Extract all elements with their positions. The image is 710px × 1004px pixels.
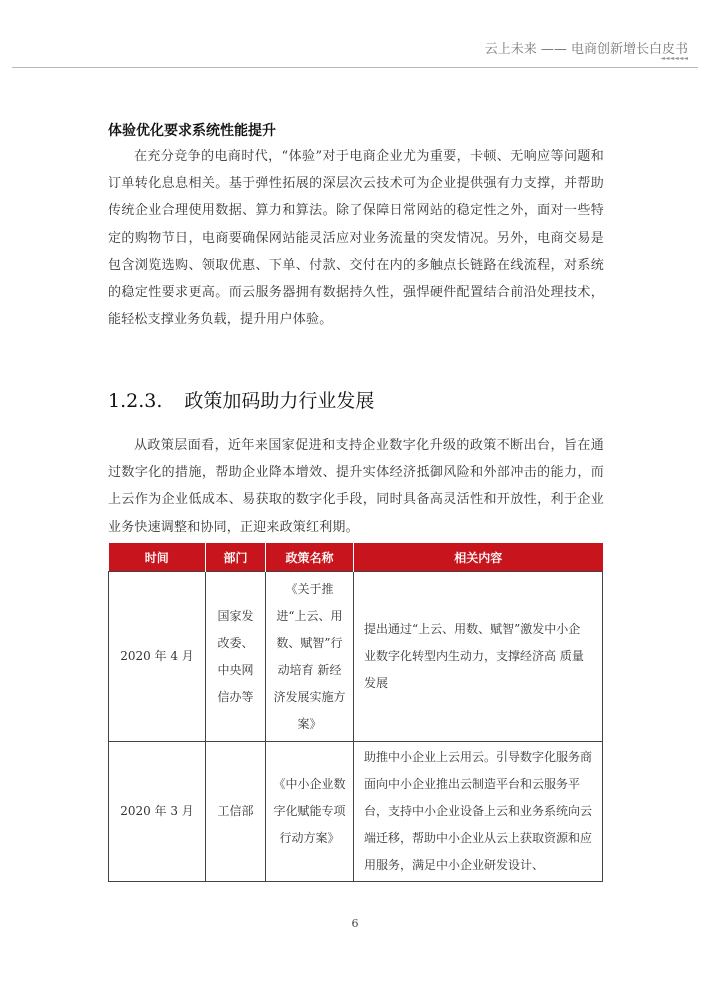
- row-content: 助推中小企业上云用云。引导数字化服务商面向中小企业推出云制造平台和云服务平台，支持中小企业设备上云和业务系统向云端迁移，帮助中小企业从云上获取资源和应用服务，满足中小企业研发设计、: [354, 742, 603, 882]
- header-policy: 政策名称: [266, 543, 354, 572]
- table-row: [109, 572, 603, 742]
- table-row: [109, 742, 603, 882]
- policy-table: [108, 543, 603, 882]
- section-heading: [108, 386, 374, 413]
- header-time: 时间: [109, 543, 206, 572]
- header-arrows-icon: ◄◄◄◄◄◄: [660, 55, 688, 62]
- header-content: 相关内容: [354, 543, 603, 572]
- section-title: 政策加码助力行业发展: [184, 390, 375, 412]
- row-policy: 《中小企业数字化赋能专项行动方案》: [266, 742, 354, 882]
- row-time: 2020 年 3 月: [109, 742, 206, 882]
- policy-paragraph: 从政策层面看，近年来国家促进和支持企业数字化升级的政策不断出台，旨在通过数字化的措施，帮助企业降本增效、提升实体经济抵御风险和外部冲击的能力，而上云作为企业低成本、易获取的数字化手段，同时具备高灵活性和开放性，利于企业业务快速调整和协同，正迎来政策红利期。: [108, 438, 604, 535]
- row-content: 提出通过“上云、用数、赋智”激发中小企业数字化转型内生动力，支撑经济高 质量发展: [354, 572, 603, 742]
- experience-paragraph: 在充分竞争的电商时代，“体验”对于电商企业尤为重要，卡顿、无响应等问题和订单转化息息相关。基于弹性拓展的深层次云技术可为企业提供强有力支撑，并帮助传统企业合理使用数据、算力和算法。除了保障日常网站的稳定性之外，面对一些特定的购物节日，电商要确保网站能灵活应对业务流量的突发情况。另外，电商交易是包含浏览选购、领取优惠、下单、付款、交付在内的多触点长链路在线流程，对系统的稳定性要求更高。而云服务器拥有数据持久性，强悍硬件配置结合前沿处理技术，能轻松支撑业务负载，提升用户体验。: [108, 149, 604, 328]
- header-divider: [12, 67, 698, 68]
- row-dept: 国家发改委、中央网信办等: [206, 572, 266, 742]
- header-dept: 部门: [206, 543, 266, 572]
- row-policy: 《关于推进“上云、用数、赋智”行动培育 新经济发展实施方案》: [266, 572, 354, 742]
- subsection-heading: 体验优化要求系统性能提升: [108, 123, 276, 139]
- row-time: 2020 年 4 月: [109, 572, 206, 742]
- header-title: 云上未来 —— 电商创新增长白皮书: [484, 42, 688, 57]
- page-number: 6: [351, 917, 359, 930]
- row-dept: 工信部: [206, 742, 266, 882]
- section-number: 1.2.3.: [108, 390, 163, 412]
- table-header-row: [109, 543, 603, 572]
